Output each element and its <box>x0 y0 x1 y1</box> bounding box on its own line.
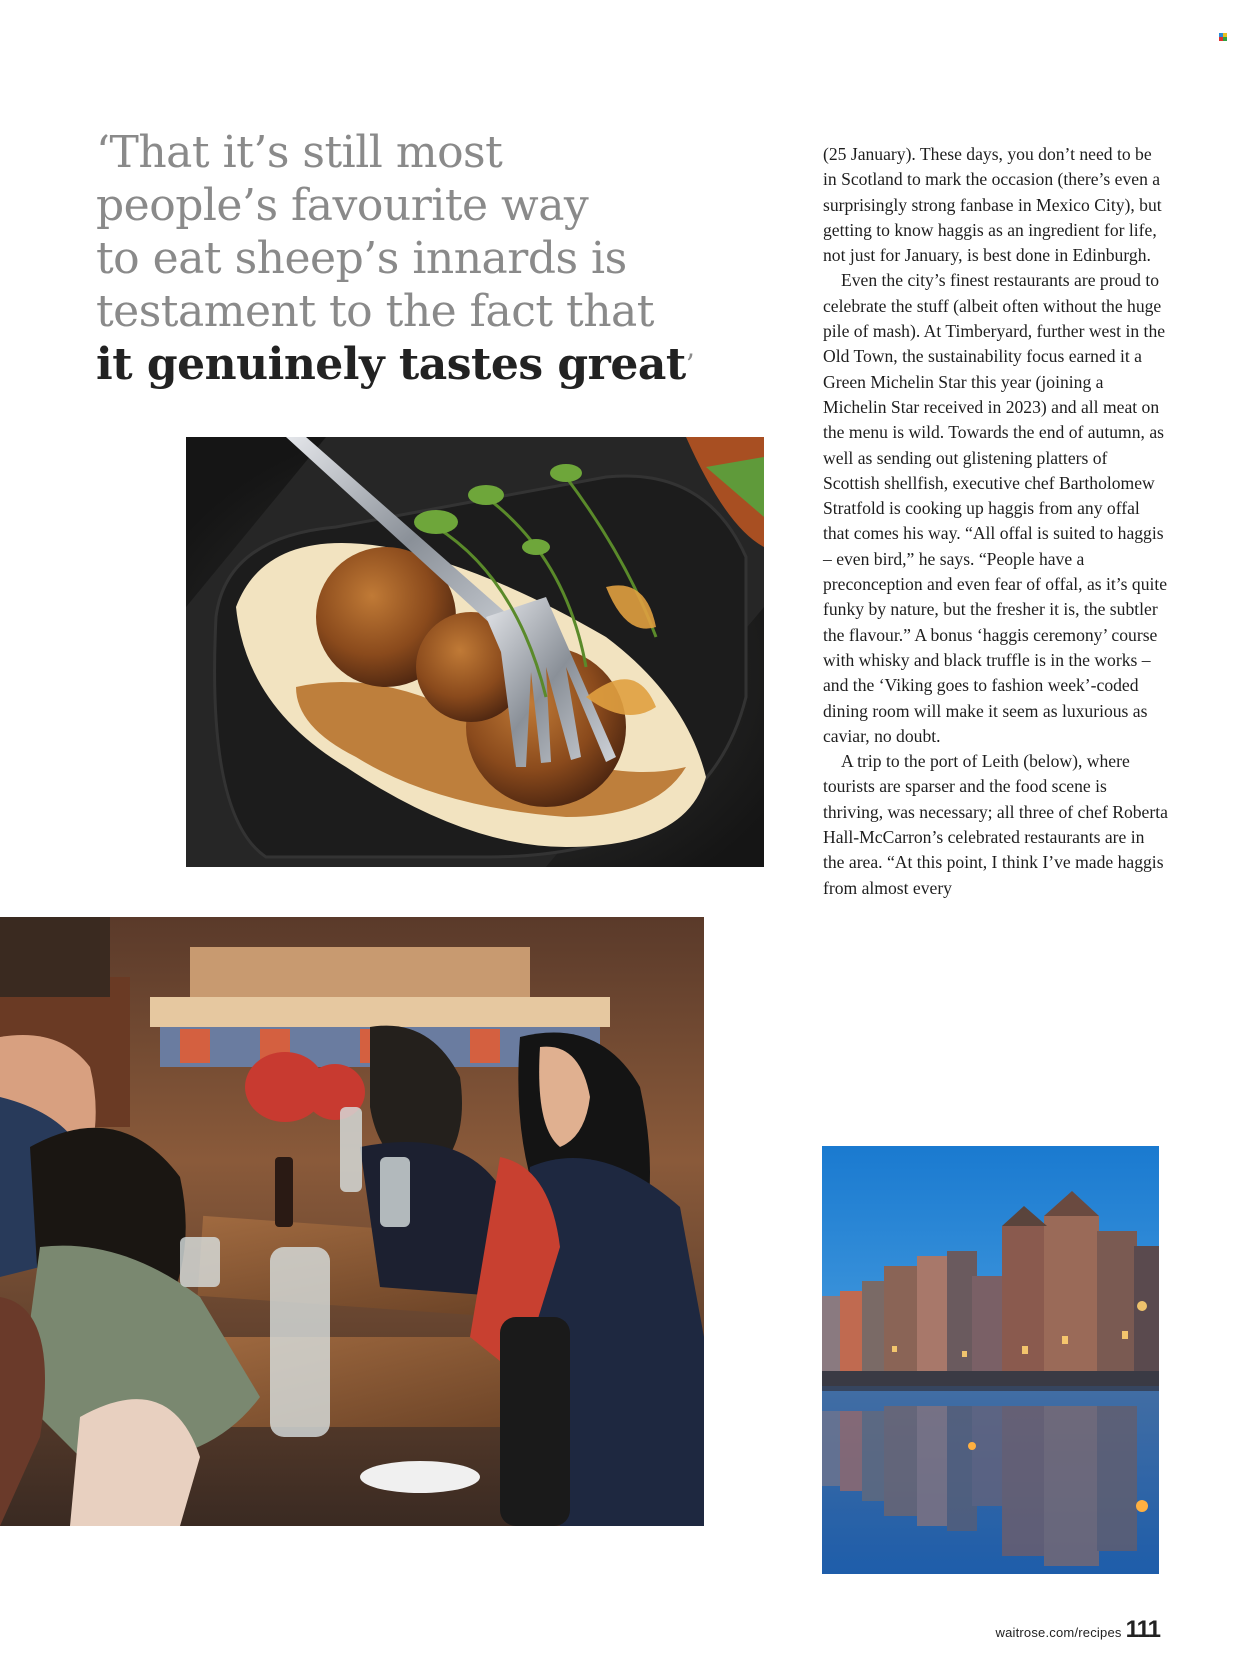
body-paragraph: (25 January). These days, you don’t need to be in Scotland to mark the occasion (there’s even a surprisingly strong fanbase in Mexico City), but getting to know haggis as an ingredient for life, not just for January, is best done in Edinburgh. <box>823 144 1162 266</box>
pull-quote-bold-text: it genuinely tastes great <box>96 339 686 390</box>
page-footer <box>980 1616 1160 1644</box>
printer-registration-mark <box>1219 33 1227 41</box>
pull-quote-close-mark: ’ <box>685 348 695 381</box>
haggis-dish-photo <box>186 437 764 867</box>
body-copy-column <box>823 142 1168 901</box>
leith-waterfront-photo <box>822 1146 1159 1574</box>
footer-website: waitrose.com/recipes <box>995 1625 1122 1640</box>
pull-quote-light-text: ‘That it’s still most people’s favourite way to eat sheep’s innards is testament to the fact that <box>96 127 654 337</box>
page-number: 111 <box>1125 1616 1160 1643</box>
body-paragraph: Even the city’s finest restaurants are proud to celebrate the stuff (albeit often without the huge pile of mash). At Timberyard, further west in the Old Town, the sustainability focus earned it a Green Michelin Star this year (joining a Michelin Star received in 2023) and all meat on the menu is wild. Towards the end of autumn, as well as sending out glistening platters of Scottish shellfish, executive chef Bartholomew Stratfold is cooking up haggis from any offal that comes his way. “All offal is suited to haggis – even bird,” he says. “People have a preconception and even fear of offal, as it’s quite funky by nature, but the fresher it is, the subtler the flavour.” A bonus ‘haggis ceremony’ course with whisky and black truffle is in the works – and the ‘Viking goes to fashion week’-coded dining room will make it seem as luxurious as caviar, no doubt. <box>823 270 1168 746</box>
pull-quote <box>96 126 696 391</box>
restaurant-interior-photo <box>0 917 704 1526</box>
body-paragraph: A trip to the port of Leith (below), where tourists are sparser and the food scene is thriving, was necessary; all three of chef Roberta Hall-McCarron’s celebrated restaurants are in the area. “At this point, I think I’ve made haggis from almost every <box>823 751 1168 898</box>
